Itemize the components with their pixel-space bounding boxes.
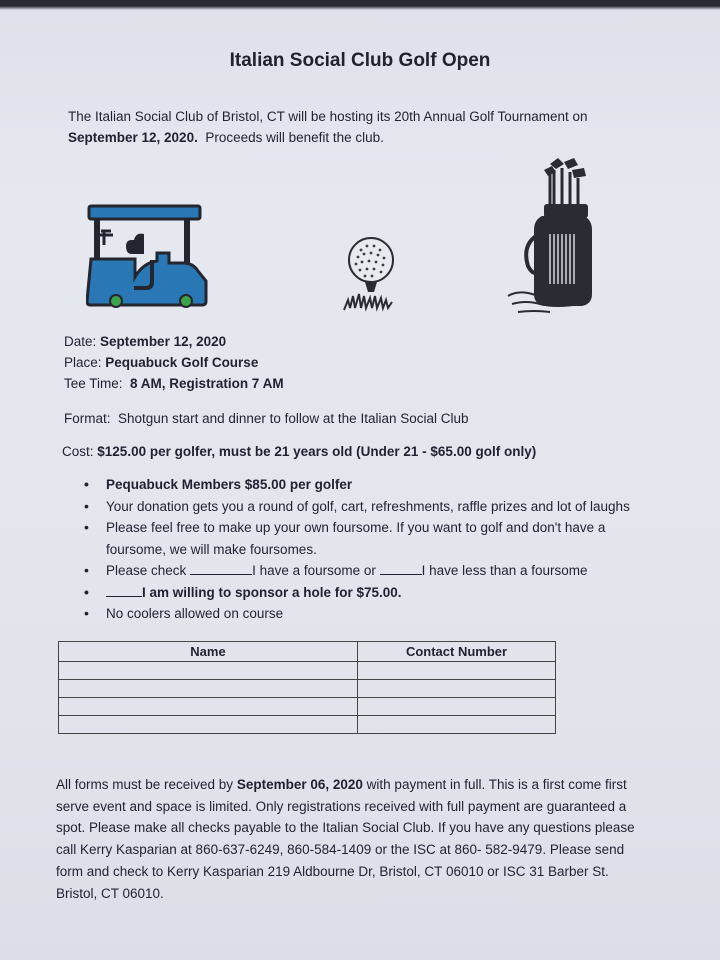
golf-bag-icon	[504, 156, 604, 320]
date-row	[64, 331, 226, 352]
bullet-list	[84, 474, 654, 625]
tee-time-label: Tee Time:	[64, 376, 123, 391]
name-cell[interactable]	[59, 680, 358, 698]
table-row	[59, 680, 556, 698]
table-row	[59, 662, 556, 680]
foursome-check-blank[interactable]	[190, 562, 252, 575]
place-label: Place:	[64, 355, 102, 370]
check-prefix: Please check	[106, 563, 187, 578]
intro-text-2: Proceeds will benefit the club.	[205, 130, 384, 145]
contact-cell[interactable]	[358, 698, 556, 716]
format-value: Shotgun start and dinner to follow at the Italian Social Club	[118, 411, 469, 426]
cost-row	[62, 441, 536, 462]
table-row	[59, 698, 556, 716]
contact-cell[interactable]	[358, 680, 556, 698]
list-item: • No coolers allowed on course	[84, 603, 654, 625]
list-item	[84, 517, 654, 560]
table-header-row	[59, 642, 556, 662]
check-option-less: I have less than a foursome	[421, 563, 588, 578]
registration-table	[58, 641, 556, 734]
sponsor-text: I am willing to sponsor a hole for $75.00.	[142, 584, 402, 600]
page-title: Italian Social Club Golf Open	[229, 50, 491, 71]
foursome-text-1: Please feel free to make up your own foursome. If you want to golf and don't have a	[106, 520, 606, 535]
name-cell[interactable]	[59, 716, 358, 734]
golf-cart-icon	[86, 204, 214, 312]
table-row	[59, 716, 556, 734]
contact-column-header: Contact Number	[358, 642, 556, 662]
format-label: Format:	[64, 411, 111, 426]
footer-text-2: with payment in full. This is a first come first serve event and space is limited. Only registrations received with full payment are guaranteed a spot. Please make all checks payable to the Italian Social Club. If you have any questions please call Kerry Kasparian at 860-637-6249, 860-584-1409 or the ISC at 860- 582-9479. Please send form and check to Kerry Kasparian 219 Aldbourne Dr, Bristol, CT 06010 or ISC 31 Barber St. Bristol, CT 06010.	[56, 777, 635, 901]
cost-label: Cost:	[62, 444, 94, 459]
format-row	[64, 408, 469, 429]
footer-deadline: September 06, 2020	[236, 777, 363, 792]
list-item: • Your donation gets you a round of golf, cart, refreshments, raffle prizes and lot of laughs	[84, 496, 654, 518]
intro-text-1: The Italian Social Club of Bristol, CT will be hosting its 20th Annual Golf Tournament on	[68, 109, 588, 124]
golf-ball-icon	[334, 232, 414, 318]
footer-paragraph	[56, 774, 646, 904]
tee-time-value: 8 AM, Registration 7 AM	[130, 376, 284, 391]
list-item: • Pequabuck Members $85.00 per golfer	[84, 474, 654, 496]
foursome-text-2: foursome, we will make foursomes.	[106, 541, 317, 557]
less-than-foursome-check-blank[interactable]	[380, 562, 422, 575]
footer-text-1: All forms must be received by	[56, 777, 234, 792]
list-item	[84, 560, 654, 582]
sponsor-check-blank[interactable]	[106, 584, 142, 597]
intro-paragraph	[68, 106, 628, 148]
tee-time-row	[64, 373, 284, 394]
date-value: September 12, 2020	[100, 334, 227, 349]
name-column-header: Name	[59, 642, 358, 662]
date-label: Date:	[64, 334, 97, 349]
contact-cell[interactable]	[358, 662, 556, 680]
name-cell[interactable]	[59, 698, 358, 716]
check-option-foursome: I have a foursome or	[252, 563, 376, 578]
name-cell[interactable]	[59, 662, 358, 680]
cost-value: $125.00 per golfer, must be 21 years old (Under 21 - $65.00 golf only)	[97, 444, 537, 459]
list-item	[84, 582, 654, 604]
place-row	[64, 352, 258, 373]
intro-date: September 12, 2020.	[68, 130, 198, 145]
place-value: Pequabuck Golf Course	[105, 355, 259, 370]
contact-cell[interactable]	[358, 716, 556, 734]
